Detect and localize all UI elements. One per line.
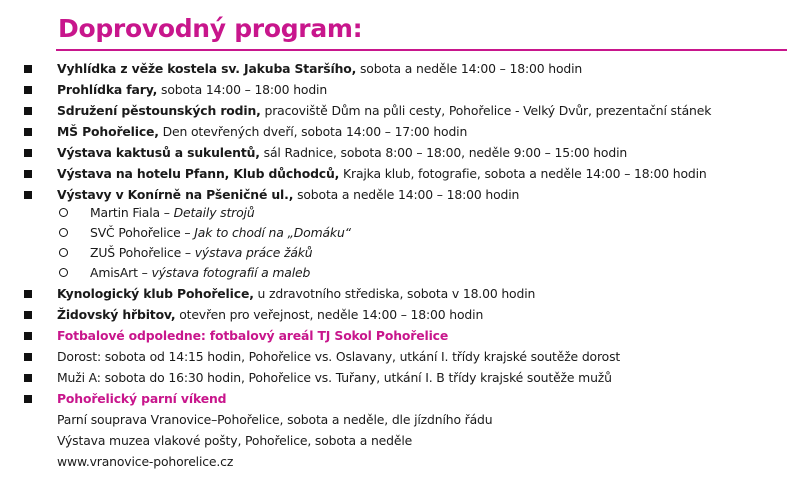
list-bullet <box>24 332 32 340</box>
sub-bullet <box>59 268 68 277</box>
list-bullet <box>24 149 32 157</box>
list-bullet <box>24 395 32 403</box>
sub-list-item: AmisArt – výstava fotografií a maleb <box>90 265 311 280</box>
list-item: Výstava kaktusů a sukulentů, sál Radnice, sobota 8:00 – 18:00, neděle 9:00 – 15:00 hodin <box>57 145 628 160</box>
sub-bullet <box>59 228 68 237</box>
football-heading: Fotbalové odpoledne: fotbalový areál TJ Sokol Pohořelice <box>57 328 449 343</box>
list-item: Výstavy v Konírně na Pšeničné ul., sobota a neděle 14:00 – 18:00 hodin <box>57 187 520 202</box>
list-item: Vyhlídka z věže kostela sv. Jakuba Staršího, sobota a neděle 14:00 – 18:00 hodin <box>57 61 583 76</box>
list-item: Sdružení pěstounských rodin, pracoviště Dům na půli cesty, Pohořelice - Velký Dvůr, prezentační stánek <box>57 103 712 118</box>
sub-list-item: Martin Fiala – Detaily strojů <box>90 205 255 220</box>
list-bullet <box>24 191 32 199</box>
sub-list-item: ZUŠ Pohořelice – výstava práce žáků <box>90 245 313 260</box>
list-item: Výstava na hotelu Pfann, Klub důchodců, Krajka klub, fotografie, sobota a neděle 14:00 – 18:00 hodin <box>57 166 707 181</box>
sub-bullet <box>59 248 68 257</box>
list-bullet <box>24 311 32 319</box>
match-item: Muži A: sobota do 16:30 hodin, Pohořelice vs. Tuřany, utkání I. B třídy krajské soutěže mužů <box>57 370 612 385</box>
page-title: Doprovodný program: <box>58 14 363 43</box>
sub-bullet <box>59 208 68 217</box>
list-bullet <box>24 353 32 361</box>
list-bullet <box>24 374 32 382</box>
list-bullet <box>24 290 32 298</box>
steam-heading: Pohořelický parní víkend <box>57 391 227 406</box>
website-link[interactable]: www.vranovice-pohorelice.cz <box>57 454 234 469</box>
list-bullet <box>24 170 32 178</box>
list-bullet <box>24 107 32 115</box>
list-item: MŠ Pohořelice, Den otevřených dveří, sobota 14:00 – 17:00 hodin <box>57 124 468 139</box>
list-bullet <box>24 128 32 136</box>
list-item: Kynologický klub Pohořelice, u zdravotního střediska, sobota v 18.00 hodin <box>57 286 536 301</box>
list-item: Prohlídka fary, sobota 14:00 – 18:00 hodin <box>57 82 328 97</box>
list-item: Židovský hřbitov, otevřen pro veřejnost, neděle 14:00 – 18:00 hodin <box>57 307 484 322</box>
steam-line: Výstava muzea vlakové pošty, Pohořelice, sobota a neděle <box>57 433 413 448</box>
title-underline <box>56 49 787 51</box>
steam-line: Parní souprava Vranovice–Pohořelice, sobota a neděle, dle jízdního řádu <box>57 412 493 427</box>
list-bullet <box>24 86 32 94</box>
sub-list-item: SVČ Pohořelice – Jak to chodí na „Domáku“ <box>90 225 351 240</box>
match-item: Dorost: sobota od 14:15 hodin, Pohořelice vs. Oslavany, utkání I. třídy krajské soutěže dorost <box>57 349 621 364</box>
list-bullet <box>24 65 32 73</box>
